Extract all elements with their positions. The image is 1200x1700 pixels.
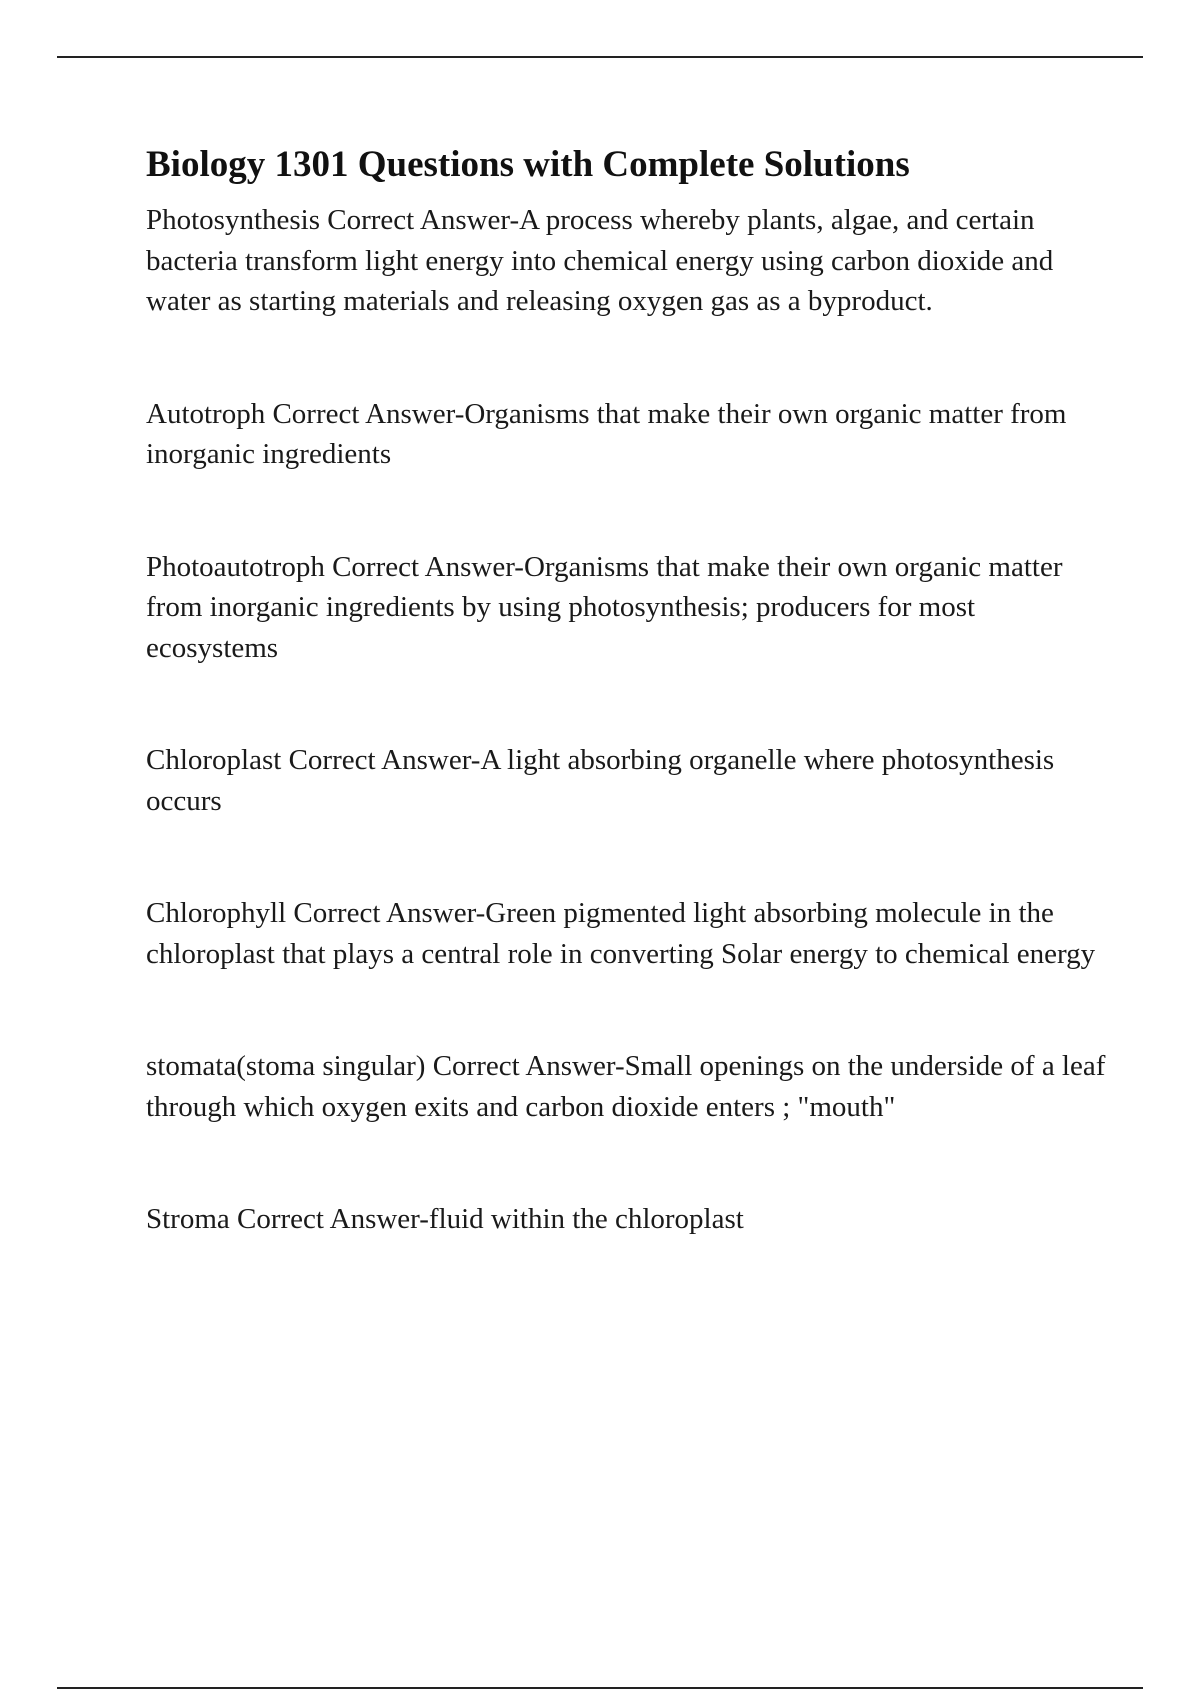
qa-entry-chloroplast: Chloroplast Correct Answer-A light absorbing organelle where photosynthesis occurs	[146, 744, 1055, 817]
header-rule	[57, 56, 1143, 58]
qa-entry-autotroph: Autotroph Correct Answer-Organisms that make their own organic matter from inorganic ingredients	[146, 397, 1067, 470]
qa-entry-photoautotroph: Photoautotroph Correct Answer-Organisms that make their own organic matter from inorganic ingredients by using photosynthesis; producers for most ecosystems	[146, 550, 1063, 664]
document-body	[146, 142, 1106, 1240]
document-title: Biology 1301 Questions with Complete Solutions	[146, 144, 910, 185]
qa-entry-chlorophyll: Chlorophyll Correct Answer-Green pigmented light absorbing molecule in the chloroplast that plays a central role in converting Solar energy to chemical energy	[146, 897, 1096, 970]
qa-entry-stroma: Stroma Correct Answer-fluid within the chloroplast	[146, 1203, 744, 1235]
qa-entry-photosynthesis: Photosynthesis Correct Answer-A process whereby plants, algae, and certain bacteria transform light energy into chemical energy using carbon dioxide and water as starting materials and releasing oxygen gas as a byproduct.	[146, 204, 1054, 317]
footer-rule	[57, 1687, 1143, 1689]
qa-entry-stomata: stomata(stoma singular) Correct Answer-Small openings on the underside of a leaf through which oxygen exits and carbon dioxide enters ; "mouth"	[146, 1050, 1106, 1123]
